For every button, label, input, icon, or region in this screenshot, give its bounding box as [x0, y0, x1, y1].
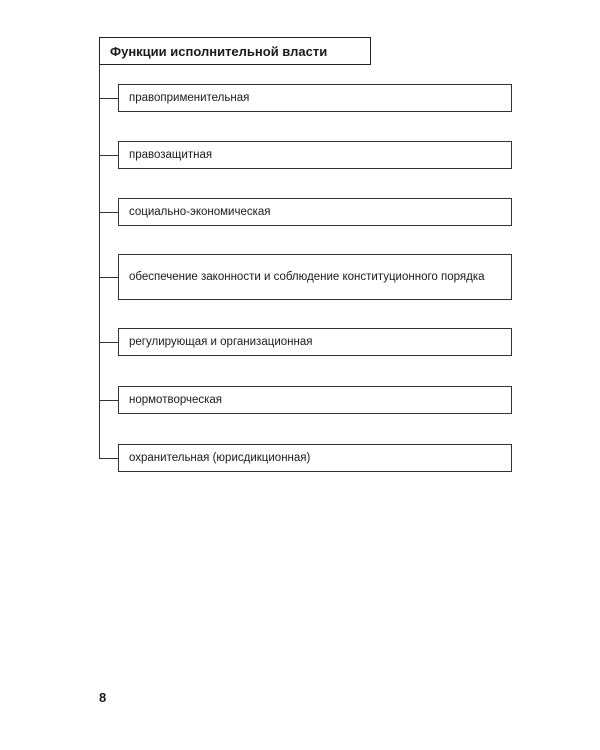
- function-item-regulating-organizational: регулирующая и организационная: [118, 328, 512, 356]
- function-item-law-enforcement: правоприменительная: [118, 84, 512, 112]
- function-item-rights-protection: правозащитная: [118, 141, 512, 169]
- branch-connector: [99, 458, 118, 459]
- diagram-root-box: Функции исполнительной власти: [99, 37, 371, 65]
- branch-connector: [99, 98, 118, 99]
- function-item-legality-order: обеспечение законности и соблюдение конституционного порядка: [118, 254, 512, 300]
- branch-connector: [99, 400, 118, 401]
- branch-connector: [99, 277, 118, 278]
- branch-connector: [99, 155, 118, 156]
- function-item-rule-making: нормотворческая: [118, 386, 512, 414]
- function-item-socio-economic: социально-экономическая: [118, 198, 512, 226]
- function-item-protective-jurisdictional: охранительная (юрисдикционная): [118, 444, 512, 472]
- branch-connector: [99, 212, 118, 213]
- branch-connector: [99, 342, 118, 343]
- page-number: 8: [99, 690, 107, 705]
